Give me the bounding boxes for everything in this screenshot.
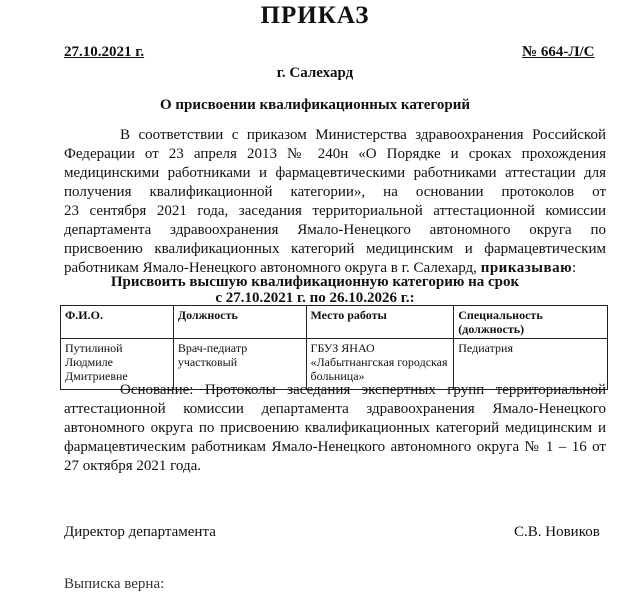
document-subject: О присвоении квалификационных категорий — [159, 97, 471, 113]
preamble-paragraph — [64, 126, 606, 278]
signatory-title: Директор департамента — [64, 524, 216, 540]
preamble-line: Федерации от 23 апреля 2013 № 240н «О Порядке и сроках прохождения — [64, 146, 606, 162]
basis-line: аттестационной комиссии департамента здравоохранения Ямало-Ненецкого — [64, 401, 606, 417]
preamble-line: департамента здравоохранения Ямало-Ненецкого автономного округа по — [64, 222, 606, 238]
table-cell: Врач-педиатр участковый — [173, 339, 306, 390]
basis-line: автономного округа по присвоению квалификационных категорий медицинским и — [64, 420, 606, 436]
table-cell: Путилиной Людмиле Дмитриевне — [61, 339, 174, 390]
table-cell: Педиатрия — [454, 339, 608, 390]
cut-off-text: Выписка верна: — [64, 576, 165, 592]
document-city: г. Салехард — [276, 65, 354, 81]
basis-line: 27 октября 2021 года. — [64, 458, 202, 474]
basis-paragraph — [64, 381, 606, 476]
table-header-cell: Ф.И.О. — [61, 306, 174, 339]
basis-line: фармацевтическим работникам Ямало-Ненецкого автономного округа № 1 – 16 от — [64, 439, 606, 455]
assignment-line: Присвоить высшую квалификационную категорию на срок — [110, 274, 520, 290]
preamble-line: получения квалификационной категории», на основании протоколов от — [64, 184, 606, 200]
document-number: № 664-Л/С — [522, 44, 595, 60]
preamble-line: работникам Ямало-Ненецкого автономного округа в г. Салехард, — [64, 260, 477, 276]
preamble-line: 23 сентября 2021 года, заседания территориальной аттестационной комиссии — [64, 203, 606, 219]
signatory-name: С.В. Новиков — [514, 524, 600, 540]
assignment-period: с 27.10.2021 г. по 26.10.2026 г.: — [215, 290, 415, 306]
preamble-line: медицинскими работниками и фармацевтическими работниками аттестации для — [64, 165, 606, 181]
preamble-line: В соответствии с приказом Министерства здравоохранения Российской — [120, 127, 606, 143]
table-header-row — [61, 306, 608, 339]
document-title: ПРИКАЗ — [260, 2, 370, 29]
table-header-cell: Должность — [173, 306, 306, 339]
assignment-heading — [0, 274, 630, 306]
table-header-cell: Место работы — [306, 306, 454, 339]
basis-line: Основание: Протоколы заседания экспертных групп территориальной — [120, 382, 606, 398]
table-cell: ГБУЗ ЯНАО «Лабытнангская городская больница» — [306, 339, 454, 390]
table-header-cell: Специальность (должность) — [454, 306, 608, 339]
order-suffix: : — [572, 260, 577, 276]
order-word: приказываю — [480, 260, 573, 276]
categories-table — [60, 305, 608, 390]
document-date: 27.10.2021 г. — [64, 44, 145, 60]
preamble-line: присвоению квалификационных категорий медицинским и фармацевтическим — [64, 241, 606, 257]
